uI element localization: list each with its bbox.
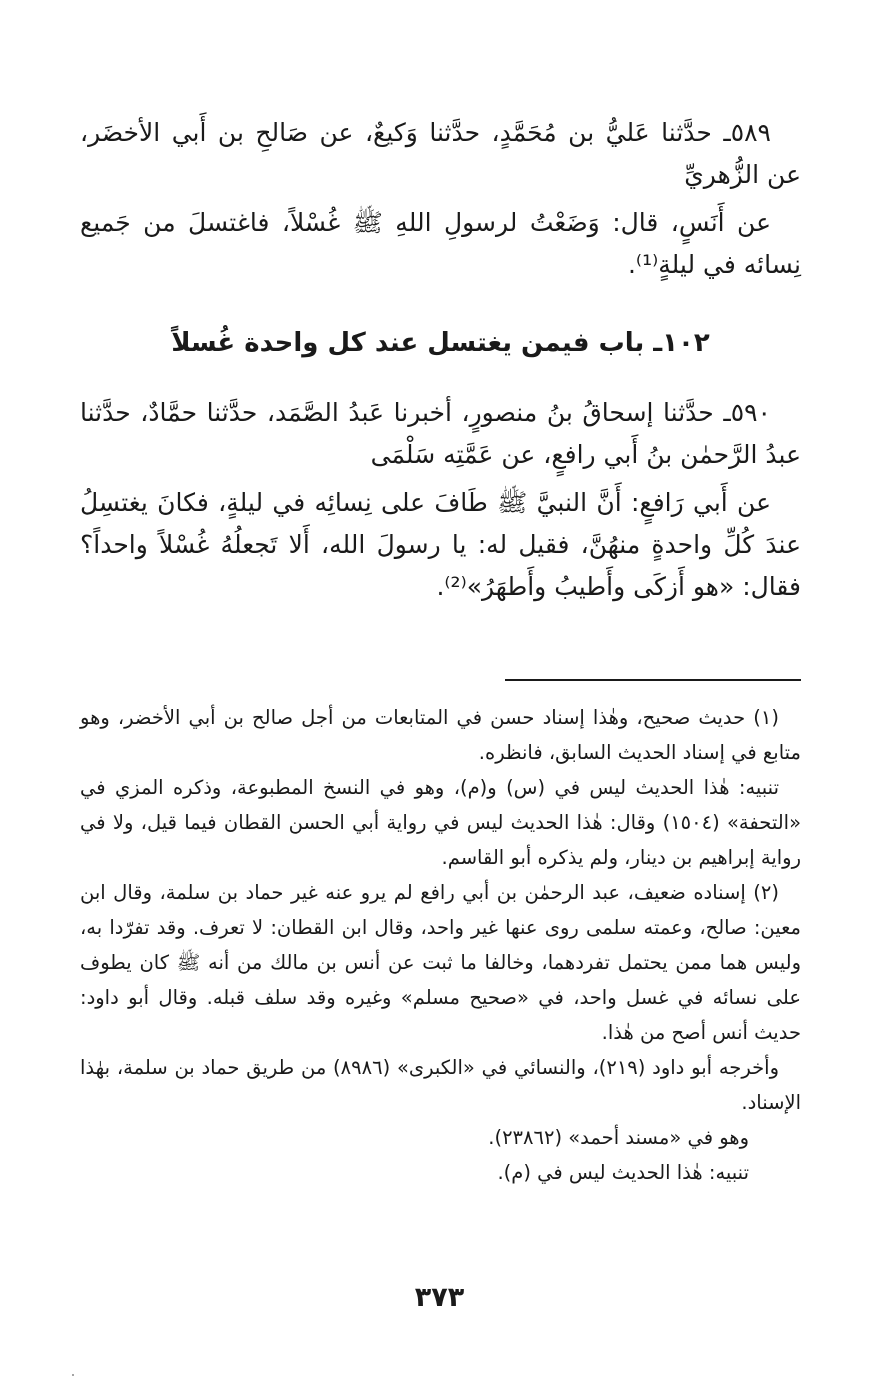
footnote-2-note: تنبيه: هٰذا الحديث ليس في (م). (497, 1161, 749, 1184)
footnote-1-note: تنبيه: هٰذا الحديث ليس في (س) و(م)، وهو في النسخ المطبوعة، وذكره المزي في «التحفة» (١٥٠٤) وقال: هٰذا الحديث ليس في رواية أبي الحسن القطان فيما قيل، ولا في رواية إبراهيم بن دينار، ولم يذكره أبو القاسم. (80, 776, 801, 869)
main-text (80, 112, 801, 608)
page-number: ٣٧٣ (414, 1282, 465, 1313)
footnote-2-musnad: وهو في «مسند أحمد» (٢٣٨٦٢). (488, 1126, 749, 1149)
hadith-589-matn: عن أَنَسٍ، قال: وَضَعْتُ لرسولِ اللهِ ﷺ غُسْلاً، فاغتسلَ من جَميع نِسائه في ليلةٍ⁽¹⁾. (80, 208, 801, 279)
footnote-2-takhrij: وأخرجه أبو داود (٢١٩)، والنسائي في «الكبرى» (٨٩٨٦) من طريق حماد بن سلمة، بهٰذا الإسناد. (80, 1056, 801, 1114)
footnote-separator (505, 679, 801, 681)
scan-speck (72, 1374, 74, 1376)
chapter-heading: ١٠٢ـ باب فيمن يغتسل عند كل واحدة غُسلاً (171, 328, 710, 358)
hadith-590-isnad: ٥٩٠ـ حدَّثنا إسحاقُ بنُ منصورٍ، أخبرنا عَبدُ الصَّمَد، حدَّثنا حمَّادٌ، حدَّثنا عبدُ الرَّحمٰن بنُ أَبي رافعٍ، عن عَمَّتِه سَلْمَى (80, 398, 801, 469)
footnotes (80, 700, 801, 1190)
footnote-1: (١) حديث صحيح، وهٰذا إسناد حسن في المتابعات من أجل صالح بن أبي الأخضر، وهو متابع في إسناد الحديث السابق، فانظره. (80, 706, 801, 764)
footnote-2: (٢) إسناده ضعيف، عبد الرحمٰن بن أبي رافع لم يرو عنه غير حماد بن سلمة، وقال ابن معين: صالح، وعمته سلمى روى عنها غير واحد، وقال ابن القطان: لا تعرف. وقد تفرّدا به، وليس هما ممن يحتمل تفردهما، وخالفا ما ثبت عن أنس بن مالك من أنه ﷺ كان يطوف على نسائه في غسل واحد، في «صحيح مسلم» وغيره وقد سلف قبله. وقال أبو داود: حديث أنس أصح من هٰذا. (80, 881, 801, 1044)
hadith-590-matn: عن أَبي رَافعٍ: أَنَّ النبيَّ ﷺ طَافَ على نِسائِه في ليلةٍ، فكانَ يغتسِلُ عندَ كُلِّ واحدةٍ منهُنَّ، فقيل له: يا رسولَ الله، أَلا تَجعلُهُ غُسْلاً واحداً؟ فقال: «هو أَزكَى وأَطيبُ وأَطهَرُ»⁽²⁾. (80, 488, 801, 601)
hadith-589-isnad: ٥٨٩ـ حدَّثنا عَليُّ بن مُحَمَّدٍ، حدَّثنا وَكيعٌ، عن صَالحِ بن أَبي الأخضَر، عن الزُّهريِّ (80, 118, 801, 189)
